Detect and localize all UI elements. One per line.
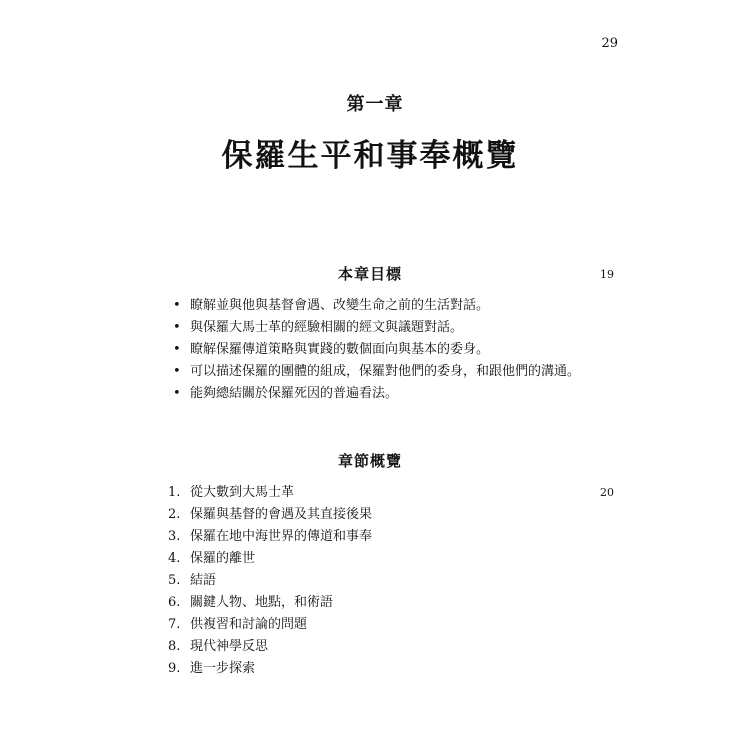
item-number: 7. xyxy=(168,617,181,632)
overview-item xyxy=(168,548,588,570)
overview-item xyxy=(168,592,588,614)
item-number: 6. xyxy=(168,595,181,610)
item-text: 保羅的離世 xyxy=(190,551,256,566)
item-text: 關鍵人物、地點，和術語 xyxy=(190,595,334,610)
objectives-list xyxy=(173,295,593,405)
item-text: 現代神學反思 xyxy=(190,639,269,654)
objective-text: 能夠總結關於保羅死因的普遍看法。 xyxy=(190,386,399,401)
overview-item xyxy=(168,614,588,636)
objective-text: 與保羅大馬士革的經驗相關的經文與議題對話。 xyxy=(190,320,464,335)
item-number: 9. xyxy=(168,661,181,676)
chapter-label: 第一章 xyxy=(346,94,404,115)
item-text: 從大數到大馬士革 xyxy=(190,485,295,500)
objective-item xyxy=(173,361,593,383)
objective-item xyxy=(173,295,593,317)
overview-item xyxy=(168,658,588,680)
overview-item xyxy=(168,570,588,592)
item-number: 2. xyxy=(168,507,181,522)
bullet-icon: • xyxy=(173,364,181,379)
overview-item xyxy=(168,482,588,504)
chapter-title: 保羅生平和事奉概覽 xyxy=(221,138,519,174)
objective-text: 瞭解保羅傳道策略與實踐的數個面向與基本的委身。 xyxy=(190,342,490,357)
overview-item xyxy=(168,526,588,548)
objective-text: 可以描述保羅的團體的組成，保羅對他們的委身，和跟他們的溝通。 xyxy=(190,364,581,379)
overview-margin-number: 20 xyxy=(600,486,614,499)
item-number: 1. xyxy=(168,485,181,500)
item-text: 供複習和討論的問題 xyxy=(190,617,308,632)
item-number: 5. xyxy=(168,573,181,588)
objective-item xyxy=(173,339,593,361)
overview-list xyxy=(168,482,588,680)
bullet-icon: • xyxy=(173,386,181,401)
overview-heading: 章節概覽 xyxy=(337,452,402,470)
item-text: 進一步探索 xyxy=(190,661,256,676)
page-number: 29 xyxy=(601,36,618,51)
bullet-icon: • xyxy=(173,342,181,357)
overview-item xyxy=(168,504,588,526)
item-text: 保羅在地中海世界的傳道和事奉 xyxy=(190,529,373,544)
item-number: 8. xyxy=(168,639,181,654)
objective-item xyxy=(173,317,593,339)
bullet-icon: • xyxy=(173,298,181,313)
bullet-icon: • xyxy=(173,320,181,335)
item-number: 4. xyxy=(168,551,181,566)
item-text: 保羅與基督的會遇及其直接後果 xyxy=(190,507,373,522)
overview-item xyxy=(168,636,588,658)
item-number: 3. xyxy=(168,529,181,544)
item-text: 結語 xyxy=(190,573,217,588)
objectives-heading: 本章目標 xyxy=(337,265,402,283)
objective-text: 瞭解並與他與基督會遇、改變生命之前的生活對話。 xyxy=(190,298,490,313)
objectives-margin-number: 19 xyxy=(600,268,614,281)
objective-item xyxy=(173,383,593,405)
